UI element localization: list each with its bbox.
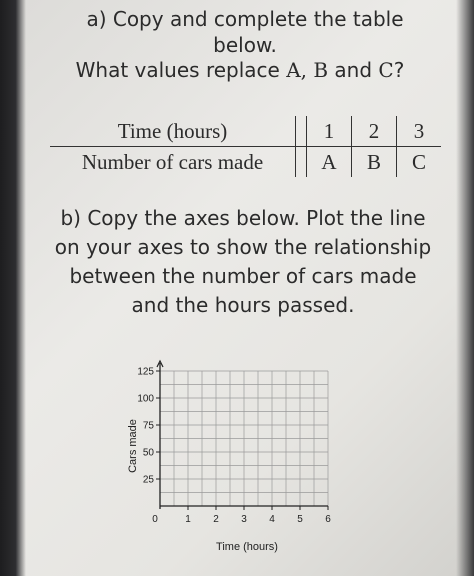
cars-table xyxy=(50,116,441,177)
question-b-line1: b) Copy the axes below. Plot the line xyxy=(60,206,426,230)
question-a-and: and xyxy=(334,58,373,82)
cars-cell-a: A xyxy=(321,149,337,174)
x-tick-label: 1 xyxy=(185,514,191,525)
x-tick-label: 3 xyxy=(241,514,247,525)
double-divider xyxy=(296,116,307,147)
x-tick-label: 4 xyxy=(269,514,275,525)
device-edge-right xyxy=(456,0,474,576)
y-tick-label: 50 xyxy=(142,447,154,459)
time-label: Time (hours) xyxy=(50,116,296,147)
question-a-c: C xyxy=(378,58,394,82)
y-tick-label: 25 xyxy=(142,474,154,486)
time-cell-1: 1 xyxy=(307,116,352,147)
y-axis-label: Cars made xyxy=(127,419,139,473)
time-cell-3: 3 xyxy=(397,116,442,147)
question-b-line4: and the hours passed. xyxy=(131,293,355,317)
question-a-end: ? xyxy=(393,58,405,82)
question-a-line2: below. xyxy=(213,33,277,57)
table-row-cars xyxy=(50,147,441,178)
x-axis-label: Time (hours) xyxy=(216,541,278,553)
chart-grid xyxy=(160,371,328,506)
y-tick-label: 100 xyxy=(137,393,154,405)
chart-ticks xyxy=(137,367,331,526)
question-b-line2: on your axes to show the relationship xyxy=(54,235,432,259)
x-tick-label: 5 xyxy=(297,514,303,525)
cars-cell-b: B xyxy=(352,147,397,178)
device-edge-left xyxy=(0,0,26,576)
question-a-prefix: What values replace xyxy=(75,58,280,82)
question-a-vars: A, B xyxy=(286,58,329,82)
question-b-text xyxy=(28,204,458,320)
question-a-prompt xyxy=(30,58,450,82)
question-b-line3: between the number of cars made xyxy=(69,264,417,288)
cars-cell-c: C xyxy=(397,147,442,178)
x-tick-label: 6 xyxy=(325,514,331,525)
y-tick-label: 125 xyxy=(137,366,154,378)
table-row-time xyxy=(50,116,441,147)
question-a-heading xyxy=(60,6,430,58)
double-divider xyxy=(296,147,307,178)
x-tick-label: 2 xyxy=(213,514,219,525)
question-a-line1: a) Copy and complete the table xyxy=(86,7,404,31)
blank-axes-chart xyxy=(110,356,360,556)
time-cell-2: 2 xyxy=(352,116,397,147)
cars-label: Number of cars made xyxy=(81,149,264,174)
y-tick-label: 75 xyxy=(142,420,154,432)
chart-axes xyxy=(157,361,328,509)
x-tick-label: 0 xyxy=(152,514,158,525)
